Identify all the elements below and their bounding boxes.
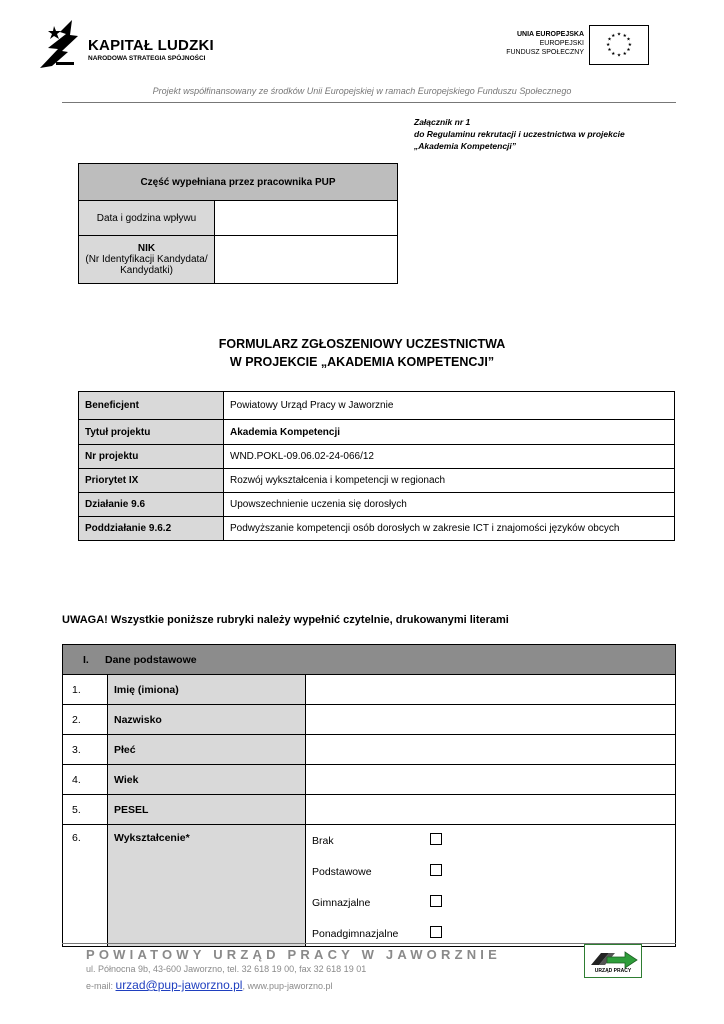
row-number: 4. xyxy=(63,765,108,795)
kl-title: KAPITAŁ LUDZKI xyxy=(88,37,214,54)
date-received-label: Data i godzina wpływu xyxy=(79,201,215,236)
checkbox[interactable] xyxy=(430,926,442,938)
form-title xyxy=(0,335,724,371)
urzad-pracy-logo xyxy=(584,944,642,978)
row-number: 2. xyxy=(63,705,108,735)
eu-line1: UNIA EUROPEJSKA xyxy=(516,31,584,38)
info-key: Beneficjent xyxy=(79,392,224,420)
pup-box-title: Część wypełniana przez pracownika PUP xyxy=(79,164,398,201)
annex-line2: do Regulaminu rekrutacji i uczestnictwa w projekcie xyxy=(414,129,625,139)
education-options xyxy=(306,825,676,947)
gender-label: Płeć xyxy=(108,735,306,765)
row-number: 1. xyxy=(63,675,108,705)
last-name-field[interactable] xyxy=(306,705,676,735)
footer-office-name: POWIATOWY URZĄD PRACY W JAWORZNIE xyxy=(86,947,501,962)
age-label: Wiek xyxy=(108,765,306,795)
eu-text xyxy=(500,30,584,57)
svg-text:★: ★ xyxy=(607,37,612,43)
nik-field[interactable] xyxy=(215,236,398,284)
svg-text:★: ★ xyxy=(622,33,627,39)
row-number: 5. xyxy=(63,795,108,825)
svg-text:★: ★ xyxy=(616,32,622,38)
section-title: Dane podstawowe xyxy=(105,653,197,666)
education-option-lower-secondary[interactable] xyxy=(306,891,675,922)
checkbox[interactable] xyxy=(430,895,442,907)
info-value: Akademia Kompetencji xyxy=(224,420,675,445)
header-divider xyxy=(62,102,676,103)
info-value: Powiatowy Urząd Pracy w Jaworznie xyxy=(224,392,675,420)
annex-note xyxy=(414,116,625,152)
svg-text:★: ★ xyxy=(626,48,631,54)
option-label: Gimnazjalne xyxy=(312,897,371,909)
svg-text:★: ★ xyxy=(607,48,612,54)
eu-line2: EUROPEJSKI xyxy=(539,40,584,47)
annex-line3: „Akademia Kompetencji” xyxy=(414,141,517,151)
info-key: Priorytet IX xyxy=(79,469,224,493)
first-name-field[interactable] xyxy=(306,675,676,705)
email-link[interactable]: urzad@pup-jaworzno.pl xyxy=(115,978,243,992)
pesel-field[interactable] xyxy=(306,795,676,825)
website-text: , www.pup-jaworzno.pl xyxy=(242,981,333,991)
option-label: Podstawowe xyxy=(312,866,372,878)
nik-title: NIK xyxy=(137,243,156,254)
info-value: WND.POKL-09.06.02-24-066/12 xyxy=(224,445,675,469)
checkbox[interactable] xyxy=(430,864,442,876)
info-key: Poddziałanie 9.6.2 xyxy=(79,517,224,541)
eu-line3: FUNDUSZ SPOŁECZNY xyxy=(506,49,584,56)
section-header xyxy=(63,645,676,675)
nik-desc-2: Kandydatki) xyxy=(120,265,173,276)
education-option-primary[interactable] xyxy=(306,860,675,891)
option-label: Ponadgimnazjalne xyxy=(312,928,399,940)
age-field[interactable] xyxy=(306,765,676,795)
first-name-label: Imię (imiona) xyxy=(108,675,306,705)
kapital-ludzki-logo-icon xyxy=(38,18,84,72)
eu-flag-icon xyxy=(589,25,649,65)
date-received-field[interactable] xyxy=(215,201,398,236)
section-number: I. xyxy=(83,653,89,666)
fill-in-warning: UWAGA! Wszystkie poniższe rubryki należy wypełnić czytelnie, drukowanymi literami xyxy=(62,614,509,626)
info-key: Działanie 9.6 xyxy=(79,493,224,517)
nik-desc-1: (Nr Identyfikacji Kandydata/ xyxy=(85,254,208,265)
logo-caption: URZĄD PRACY xyxy=(594,968,632,974)
row-number: 6. xyxy=(63,825,108,947)
education-option-none[interactable] xyxy=(306,829,675,860)
info-value: Rozwój wykształcenia i kompetencji w regionach xyxy=(224,469,675,493)
pesel-label: PESEL xyxy=(108,795,306,825)
row-number: 3. xyxy=(63,735,108,765)
svg-text:★: ★ xyxy=(605,42,611,48)
checkbox[interactable] xyxy=(430,833,442,845)
basic-data-table xyxy=(62,644,676,947)
option-label: Brak xyxy=(312,835,334,847)
form-title-line2: W PROJEKCIE „AKADEMIA KOMPETENCJI” xyxy=(229,355,495,369)
nik-label xyxy=(79,236,215,284)
svg-text:★: ★ xyxy=(622,51,627,57)
info-value: Podwyższanie kompetencji osób dorosłych w zakresie ICT i znajomości języków obcych xyxy=(224,517,675,541)
svg-text:★: ★ xyxy=(611,33,616,39)
last-name-label: Nazwisko xyxy=(108,705,306,735)
svg-text:★: ★ xyxy=(626,37,631,43)
info-key: Nr projektu xyxy=(79,445,224,469)
footer-address: ul. Północna 9b, 43-600 Jaworzno, tel. 32 618 19 00, fax 32 618 19 01 xyxy=(86,964,367,974)
footer-contact xyxy=(86,978,332,992)
pup-staff-table xyxy=(78,163,398,284)
svg-text:★: ★ xyxy=(611,51,616,57)
form-title-line1: FORMULARZ ZGŁOSZENIOWY UCZESTNICTWA xyxy=(218,337,506,351)
svg-text:★: ★ xyxy=(627,42,633,48)
info-key: Tytuł projektu xyxy=(79,420,224,445)
project-info-table xyxy=(78,391,675,541)
project-cofinancing-line: Projekt współfinansowany ze środków Unii Europejskiej w ramach Europejskiego Funduszu Społecznego xyxy=(152,86,572,96)
kl-subtitle: NARODOWA STRATEGIA SPÓJNOŚCI xyxy=(88,55,206,62)
annex-line1: Załącznik nr 1 xyxy=(414,117,471,127)
svg-text:★: ★ xyxy=(616,53,622,59)
education-label: Wykształcenie* xyxy=(108,825,306,947)
mail-prefix: e-mail: xyxy=(86,981,116,991)
gender-field[interactable] xyxy=(306,735,676,765)
info-value: Upowszechnienie uczenia się dorosłych xyxy=(224,493,675,517)
kapital-ludzki-text xyxy=(88,37,214,62)
